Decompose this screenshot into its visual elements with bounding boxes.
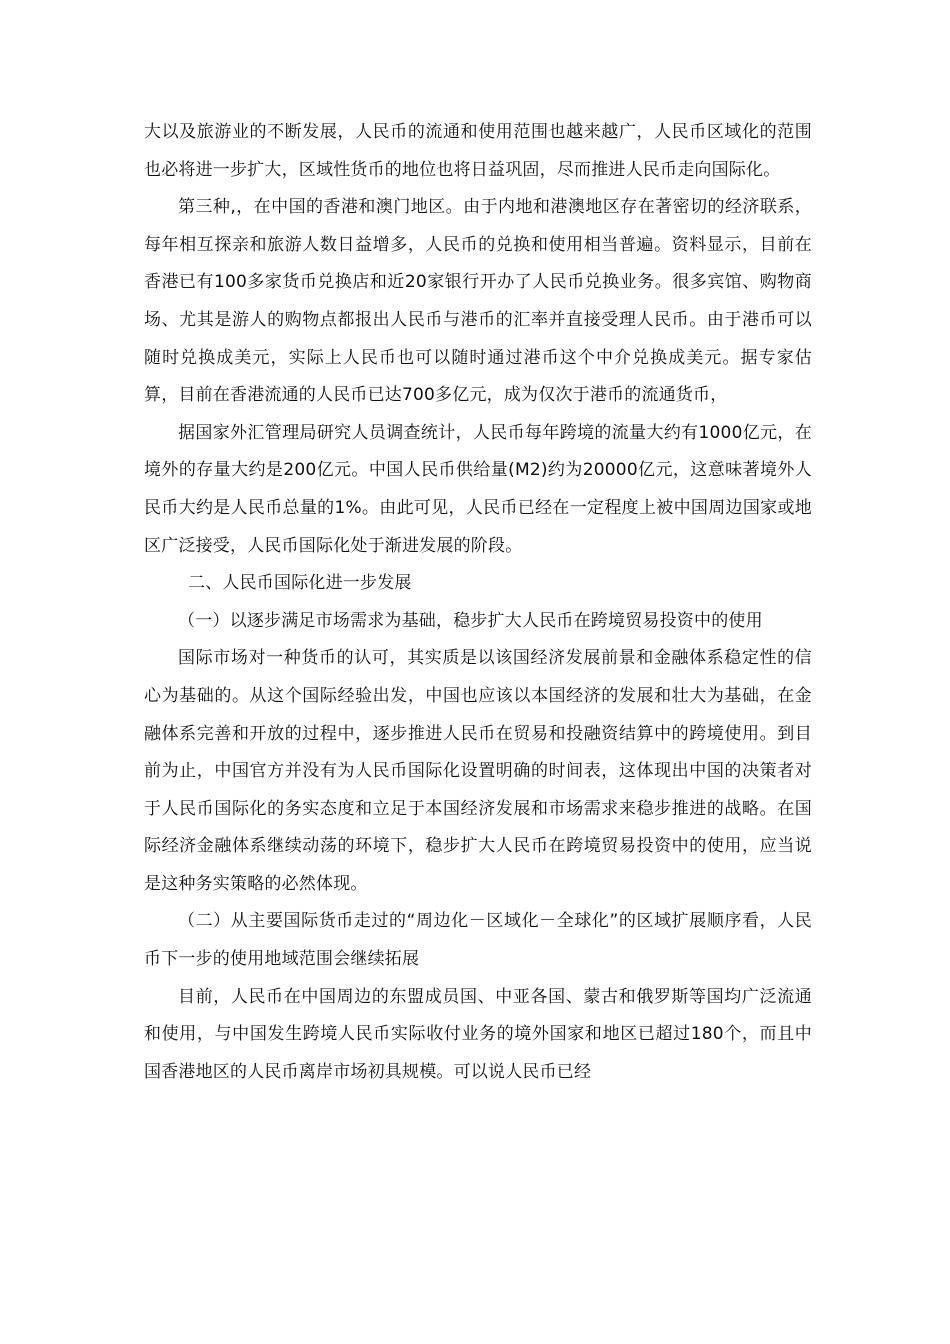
paragraph-statistics: 据国家外汇管理局研究人员调查统计，人民币每年跨境的流量大约有1000亿元，在境外的存量大约是200亿元。中国人民币供给量(M2)约为20000亿元，这意味著境外人民币大约是人民币总量的1%。由此可见，人民币已经在一定程度上被中国周边国家或地区广泛接受，人民币国际化处于渐进发展的阶段。 (144, 422, 812, 556)
paragraph-continuation: 大以及旅游业的不断发展，人民币的流通和使用范围也越来越广，人民币区域化的范围也必将进一步扩大，区域性货币的地位也将日益巩固，尽而推进人民币走向国际化。 (144, 122, 812, 180)
subsection-heading-1: （一）以逐步满足市场需求为基础，稳步扩大人民币在跨境贸易投资中的使用 (178, 610, 763, 631)
paragraph-regional-circulation: 目前，人民币在中国周边的东盟成员国、中亚各国、蒙古和俄罗斯等国均广泛流通和使用，与中国发生跨境人民币实际收付业务的境外国家和地区已超过180个，而且中国香港地区的人民币离岸市场初具规模。可以说人民币已经 (144, 986, 812, 1082)
paragraph-hongkong-macau: 第三种,，在中国的香港和澳门地区。由于内地和港澳地区存在著密切的经济联系，每年相互探亲和旅游人数日益增多，人民币的兑换和使用相当普遍。资料显示，目前在香港已有100多家货币兑换店和近20家银行开办了人民币兑换业务。很多宾馆、购物商场、尤其是游人的购物点都报出人民币与港币的汇率并直接受理人民币。由于港币可以随时兑换成美元，实际上人民币也可以随时通过港币这个中介兑换成美元。据专家估算，目前在香港流通的人民币已达700多亿元，成为仅次于港币的流通货币， (144, 197, 812, 406)
paragraph-market-recognition: 国际市场对一种货币的认可，其实质是以该国经济发展前景和金融体系稳定性的信心为基础的。从这个国际经验出发，中国也应该以本国经济的发展和壮大为基础，在金融体系完善和开放的过程中，逐步推进人民币在贸易和投融资结算中的跨境使用。到目前为止，中国官方并没有为人民币国际化设置明确的时间表，这体现出中国的决策者对于人民币国际化的务实态度和立足于本国经济发展和市场需求来稳步推进的战略。在国际经济金融体系继续动荡的环境下，稳步扩大人民币在跨境贸易投资中的使用，应当说是这种务实策略的必然体现。 (144, 648, 812, 894)
subsection-heading-2: （二）从主要国际货币走过的“周边化－区域化－全球化”的区域扩展顺序看，人民币下一步的使用地域范围会继续拓展 (144, 911, 812, 970)
document-body (144, 114, 812, 1091)
section-heading: 二、人民币国际化进一步发展 (188, 573, 412, 594)
